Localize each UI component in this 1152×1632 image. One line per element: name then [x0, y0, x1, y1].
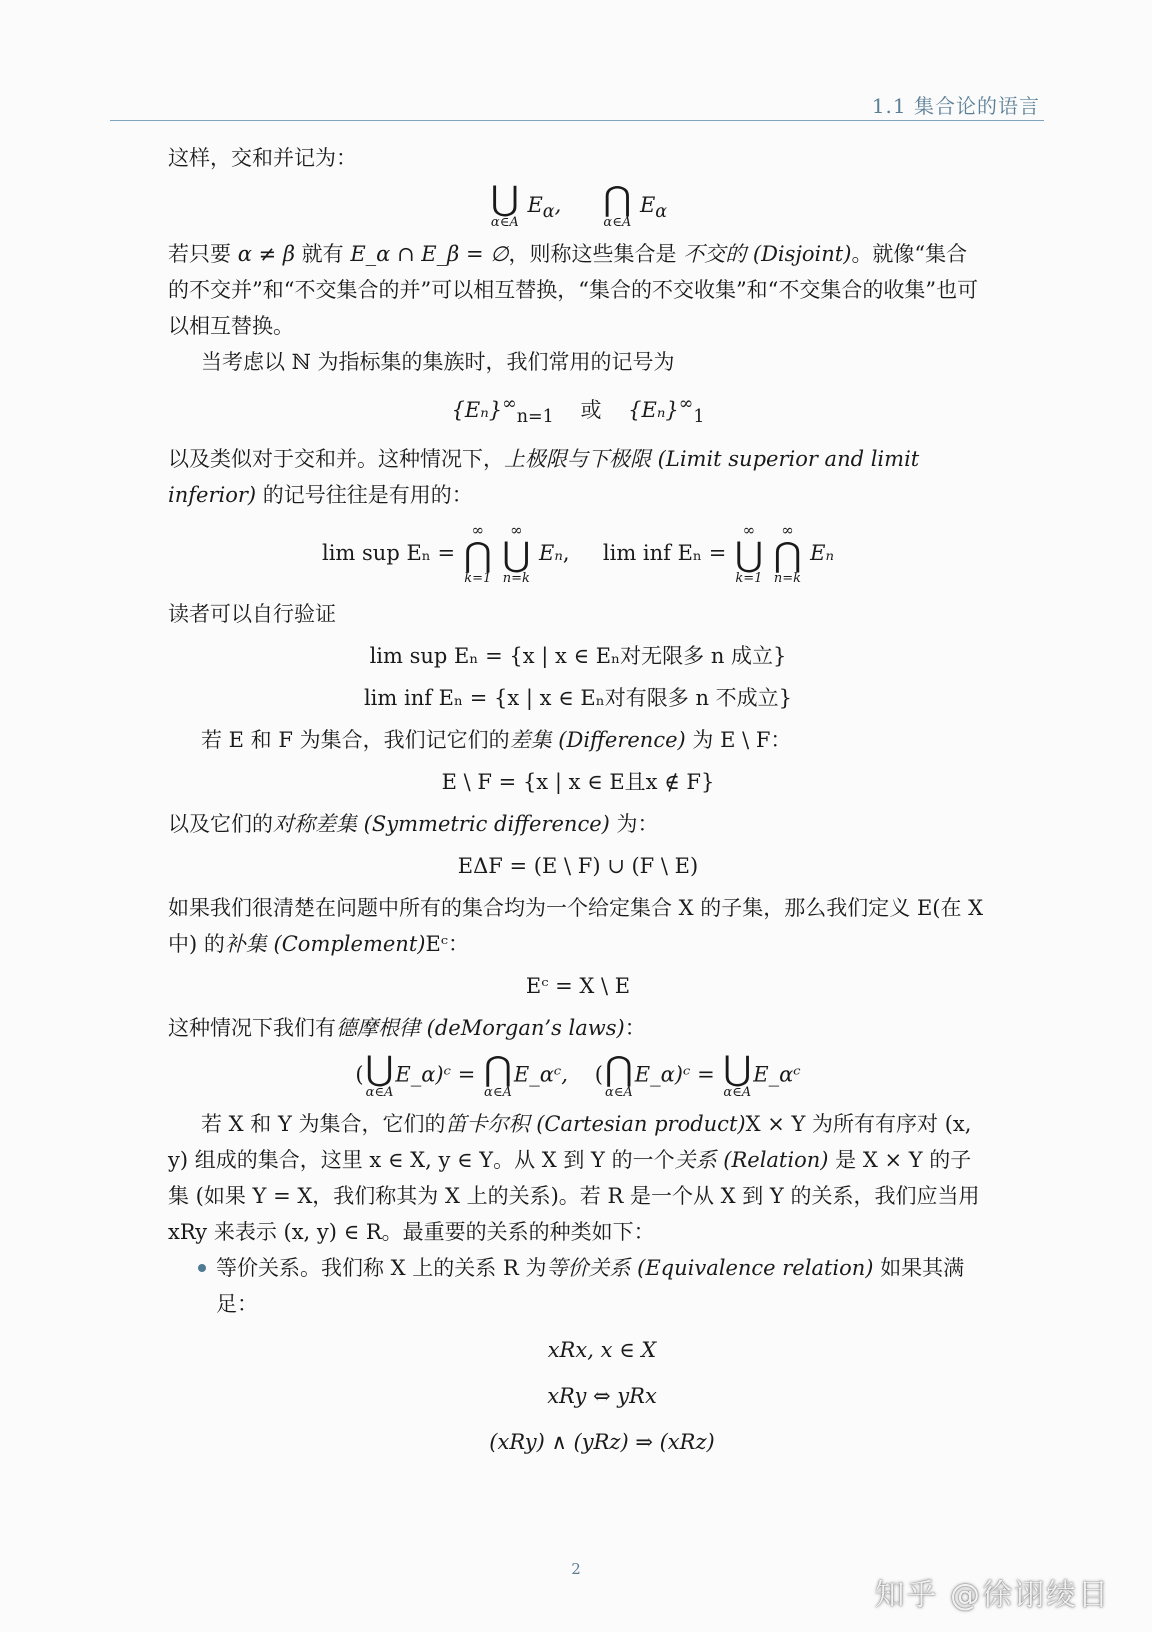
equation-transitive: (xRy) ∧ (yRz) ⇒ (xRz): [489, 1430, 715, 1455]
paragraph-symmetric-difference: 以及它们的对称差集 (Symmetric difference) 为：: [168, 812, 659, 837]
term-symmetric-difference: 对称差集 (Symmetric difference): [273, 812, 610, 837]
paragraph-intro: 这样，交和并记为：: [168, 146, 357, 170]
paragraph-limits: 以及类似对于交和并。这种情况下，上极限与下极限 (Limit superior and limit inferior) 的记号往往是有用的：: [168, 447, 920, 508]
term-cartesian-product: 笛卡尔积 (Cartesian product): [445, 1112, 746, 1137]
paragraph-indexed-family: 当考虑以 ℕ 为指标集的集族时，我们常用的记号为: [201, 350, 675, 374]
term-disjoint: 不交的 (Disjoint): [683, 242, 852, 266]
page-number: 2: [571, 1560, 581, 1578]
equation-sequence-notation: $\{E_n\}^\infty_{n=1}$ 或 $\{E_n\}^\infty_1$: [451, 394, 705, 428]
paragraph-difference: 若 E 和 F 为集合，我们记它们的差集 (Difference) 为 E \ F：: [201, 728, 792, 753]
section-header: 1.1 集合论的语言: [871, 94, 1040, 118]
equation-reflexive: xRx, x ∈ X: [547, 1338, 657, 1363]
equation-symmetric: xRy ⇔ yRx: [547, 1384, 657, 1409]
equation-limsup-liminf: lim sup Eₙ = ∞ ⋂ k=1 ∞ ⋃ n=k Eₙ, lim inf Eₙ = ∞ ⋃ k=1 ∞ ⋂ n=k Eₙ: [322, 521, 834, 587]
paragraph-verify: 读者可以自行验证: [168, 602, 336, 627]
page-body: [168, 140, 988, 1470]
paragraph-disjoint: 若只要 α ≠ β 就有 E_α ∩ E_β = ∅，则称这些集合是 不交的 (Disjoint)。就像“集合的不交并”和“不交集合的并”可以相互替换，“集合的不交收集”和“不交集合的收集”也可以相互替换。: [168, 242, 979, 338]
equation-demorgan: ( ⋃ α∈A E_α)ᶜ = ⋂ α∈A E_αᶜ, ( ⋂ α∈A E_α)ᶜ = ⋃ α∈A E_αᶜ: [355, 1049, 801, 1101]
term-limit: 上极限与下极限 (Limit superior and limit inferior): [168, 447, 920, 508]
watermark: 知乎 @徐诩绫目: [874, 1578, 1110, 1613]
term-difference: 差集 (Difference): [509, 728, 686, 753]
header-rule: [110, 120, 1044, 121]
equivalence-conditions: [216, 1332, 988, 1460]
intersection-operator: ⋂ α∈A: [603, 179, 632, 230]
paragraph-demorgan: 这种情况下我们有德摩根律 (deMorgan’s laws)：: [168, 1016, 646, 1041]
term-complement: 补集 (Complement): [224, 932, 426, 957]
equation-complement: Eᶜ = X \ E: [525, 974, 631, 999]
paragraph-complement: 如果我们很清楚在问题中所有的集合均为一个给定集合 X 的子集，那么我们定义 E(在 X 中) 的补集 (Complement)Eᶜ：: [168, 896, 984, 957]
term-relation: 关系 (Relation): [674, 1148, 829, 1173]
equation-union-intersection: ⋃ α∈A $E_\alpha$, ⋂ α∈A $E_\alpha$: [490, 179, 668, 230]
term-equivalence: 等价关系 (Equivalence relation): [546, 1256, 874, 1281]
equation-symmetric-difference: EΔF = (E \ F) ∪ (F \ E): [457, 854, 699, 879]
term-demorgan: 德摩根律 (deMorgan’s laws): [336, 1016, 625, 1041]
bullet-icon: [198, 1264, 206, 1272]
list-item-equivalence: 等价关系。我们称 X 上的关系 R 为等价关系 (Equivalence relation) 如果其满足：: [168, 1250, 988, 1322]
union-operator: ⋃ α∈A: [490, 179, 519, 230]
equation-difference: E \ F = {x | x ∈ E且x ∉ F}: [441, 770, 715, 795]
equation-liminf-set: lim inf Eₙ = {x | x ∈ Eₙ对有限多 n 不成立}: [363, 686, 793, 711]
equation-limsup-set: lim sup Eₙ = {x | x ∈ Eₙ对无限多 n 成立}: [369, 644, 787, 669]
paragraph-cartesian-relation: 若 X 和 Y 为集合，它们的笛卡尔积 (Cartesian product)X × Y 为所有有序对 (x, y) 组成的集合，这里 x ∈ X, y ∈ Y。从 X 到 Y 的一个关系 (Relation) 是 X × Y 的子集 (如果 Y = X，我们称其为 X 上的关系)。若 R 是一个从 X 到 Y 的关系，我们应当用 xRy 来表示 (x, y) ∈ R。最重要的关系的种类如下：: [168, 1112, 980, 1245]
